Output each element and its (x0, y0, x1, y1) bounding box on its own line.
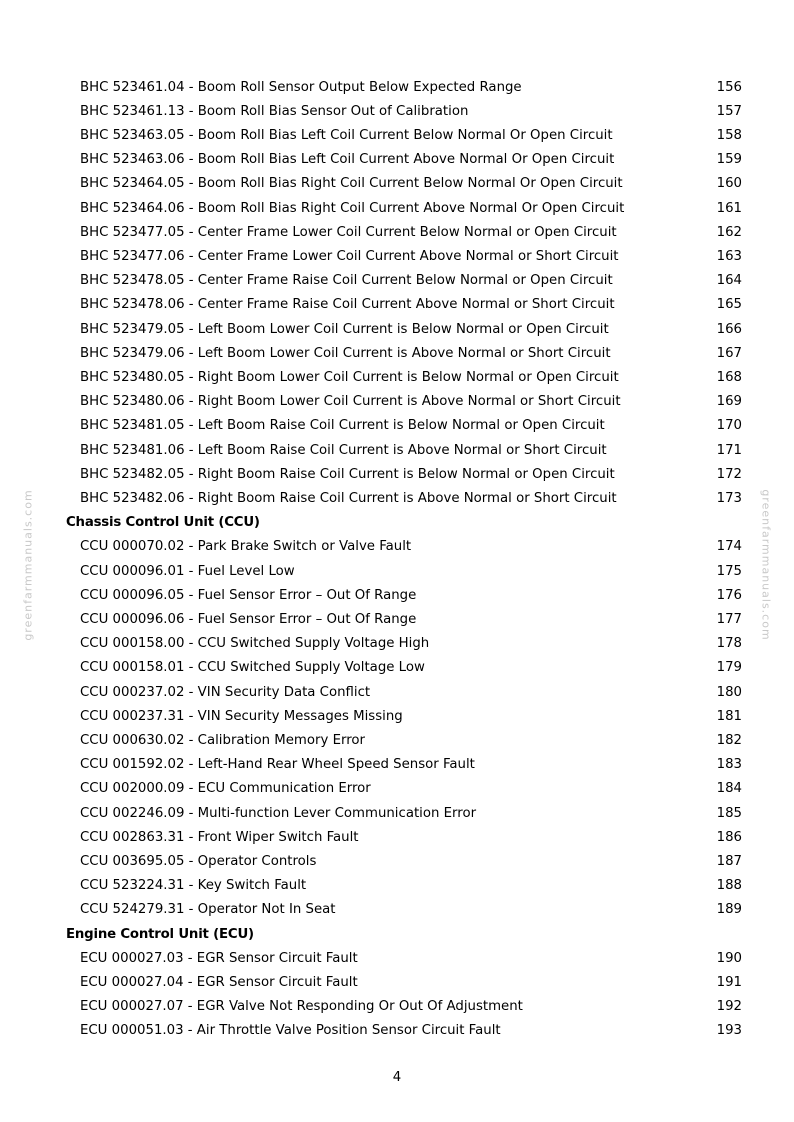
entry-title: CCU 000237.31 - VIN Security Messages Missing (80, 708, 403, 724)
entry-title: CCU 002000.09 - ECU Communication Error (80, 781, 371, 797)
entry-page-number: 168 (716, 369, 742, 385)
toc-entry[interactable] (0, 729, 794, 753)
entry-title: CCU 000096.01 - Fuel Level Low (80, 563, 295, 579)
entry-page-number: 191 (716, 974, 742, 990)
entry-page-number: 186 (716, 829, 742, 845)
toc-entry[interactable] (0, 826, 794, 850)
entry-page-number: 165 (716, 297, 742, 313)
toc-entry[interactable] (0, 777, 794, 801)
entry-page-number: 169 (716, 394, 742, 410)
entry-title: CCU 524279.31 - Operator Not In Seat (80, 902, 336, 918)
entry-title: BHC 523463.05 - Boom Roll Bias Left Coil Current Below Normal Or Open Circuit (80, 127, 613, 143)
section-title: Engine Control Unit (ECU) (66, 926, 254, 942)
entry-page-number: 183 (716, 757, 742, 773)
entry-page-number: 177 (716, 611, 742, 627)
entry-page-number: 185 (716, 805, 742, 821)
toc-entry[interactable] (0, 705, 794, 729)
entry-title: BHC 523481.05 - Left Boom Raise Coil Current is Below Normal or Open Circuit (80, 418, 605, 434)
entry-title: CCU 002863.31 - Front Wiper Switch Fault (80, 829, 359, 845)
toc-entry[interactable] (0, 414, 794, 438)
entry-title: CCU 000096.05 - Fuel Sensor Error – Out Of Range (80, 587, 417, 603)
entry-title: CCU 003695.05 - Operator Controls (80, 853, 317, 869)
entry-title: CCU 000158.00 - CCU Switched Supply Voltage High (80, 636, 430, 652)
entry-title: BHC 523461.13 - Boom Roll Bias Sensor Out of Calibration (80, 103, 469, 119)
entry-page-number: 166 (716, 321, 742, 337)
entry-page-number: 184 (716, 781, 742, 797)
toc-entry[interactable] (0, 148, 794, 172)
entry-title: BHC 523478.05 - Center Frame Raise Coil Current Below Normal or Open Circuit (80, 273, 613, 289)
entry-title: ECU 000027.03 - EGR Sensor Circuit Fault (80, 950, 358, 966)
entry-title: CCU 002246.09 - Multi-function Lever Communication Error (80, 805, 477, 821)
toc-entry[interactable] (0, 487, 794, 511)
toc-entry[interactable] (0, 366, 794, 390)
toc-entry[interactable] (0, 76, 794, 100)
toc-entry[interactable] (0, 535, 794, 559)
entry-title: BHC 523464.05 - Boom Roll Bias Right Coil Current Below Normal Or Open Circuit (80, 176, 623, 192)
entry-title: CCU 000096.06 - Fuel Sensor Error – Out Of Range (80, 611, 417, 627)
entry-page-number: 178 (716, 636, 742, 652)
toc-entry[interactable] (0, 172, 794, 196)
entry-page-number: 180 (716, 684, 742, 700)
entry-title: BHC 523463.06 - Boom Roll Bias Left Coil Current Above Normal Or Open Circuit (80, 152, 615, 168)
entry-title: BHC 523461.04 - Boom Roll Sensor Output Below Expected Range (80, 79, 522, 95)
entry-page-number: 157 (716, 103, 742, 119)
entry-title: CCU 001592.02 - Left-Hand Rear Wheel Speed Sensor Fault (80, 757, 475, 773)
entry-title: BHC 523479.06 - Left Boom Lower Coil Current is Above Normal or Short Circuit (80, 345, 611, 361)
entry-title: CCU 000158.01 - CCU Switched Supply Voltage Low (80, 660, 425, 676)
entry-page-number: 163 (716, 248, 742, 264)
entry-title: BHC 523482.06 - Right Boom Raise Coil Current is Above Normal or Short Circuit (80, 490, 617, 506)
toc-entry[interactable] (0, 753, 794, 777)
entry-page-number: 171 (716, 442, 742, 458)
entry-page-number: 162 (716, 224, 742, 240)
entry-title: ECU 000027.07 - EGR Valve Not Responding Or Out Of Adjustment (80, 999, 523, 1015)
entry-title: BHC 523481.06 - Left Boom Raise Coil Current is Above Normal or Short Circuit (80, 442, 607, 458)
toc-entry[interactable] (0, 124, 794, 148)
entry-page-number: 167 (716, 345, 742, 361)
toc-entry[interactable] (0, 560, 794, 584)
toc-entry[interactable] (0, 632, 794, 656)
entry-page-number: 170 (716, 418, 742, 434)
toc-entry[interactable] (0, 874, 794, 898)
entry-page-number: 172 (716, 466, 742, 482)
entry-title: ECU 000027.04 - EGR Sensor Circuit Fault (80, 974, 358, 990)
toc-entry[interactable] (0, 947, 794, 971)
page-number: 4 (392, 1070, 402, 1085)
toc-entry[interactable] (0, 1019, 794, 1043)
toc-entry[interactable] (0, 269, 794, 293)
toc-entry[interactable] (0, 245, 794, 269)
toc-entry[interactable] (0, 995, 794, 1019)
toc-entry[interactable] (0, 293, 794, 317)
section-title: Chassis Control Unit (CCU) (66, 515, 260, 531)
entry-page-number: 182 (716, 732, 742, 748)
toc-entry[interactable] (0, 802, 794, 826)
entry-page-number: 187 (716, 853, 742, 869)
entry-page-number: 161 (716, 200, 742, 216)
watermark-left: greenfarmmanuals.com (21, 489, 35, 641)
entry-page-number: 174 (716, 539, 742, 555)
toc-entry[interactable] (0, 221, 794, 245)
entry-page-number: 160 (716, 176, 742, 192)
toc-entry[interactable] (0, 439, 794, 463)
entry-title: BHC 523480.06 - Right Boom Lower Coil Current is Above Normal or Short Circuit (80, 394, 621, 410)
toc-entry[interactable] (0, 100, 794, 124)
toc-entry[interactable] (0, 681, 794, 705)
toc-entry[interactable] (0, 342, 794, 366)
entry-page-number: 176 (716, 587, 742, 603)
toc-entry[interactable] (0, 608, 794, 632)
entry-page-number: 188 (716, 878, 742, 894)
entry-page-number: 173 (716, 490, 742, 506)
entry-title: ECU 000051.03 - Air Throttle Valve Position Sensor Circuit Fault (80, 1023, 501, 1039)
entry-title: CCU 000630.02 - Calibration Memory Error (80, 732, 365, 748)
entry-page-number: 190 (716, 950, 742, 966)
entry-page-number: 164 (716, 273, 742, 289)
entry-page-number: 181 (716, 708, 742, 724)
entry-page-number: 159 (716, 152, 742, 168)
entry-title: CCU 000237.02 - VIN Security Data Conflict (80, 684, 371, 700)
toc-entry[interactable] (0, 850, 794, 874)
entry-title: BHC 523480.05 - Right Boom Lower Coil Current is Below Normal or Open Circuit (80, 369, 619, 385)
toc-entry[interactable] (0, 197, 794, 221)
entry-page-number: 158 (716, 127, 742, 143)
toc-section-heading (0, 923, 794, 947)
toc-section-heading (0, 511, 794, 535)
entry-title: BHC 523477.06 - Center Frame Lower Coil Current Above Normal or Short Circuit (80, 248, 619, 264)
toc-entry[interactable] (0, 318, 794, 342)
toc-entry[interactable] (0, 898, 794, 922)
entry-page-number: 189 (716, 902, 742, 918)
toc-entry[interactable] (0, 971, 794, 995)
entry-title: BHC 523477.05 - Center Frame Lower Coil Current Below Normal or Open Circuit (80, 224, 617, 240)
entry-page-number: 156 (716, 79, 742, 95)
entry-title: BHC 523479.05 - Left Boom Lower Coil Current is Below Normal or Open Circuit (80, 321, 609, 337)
entry-page-number: 193 (716, 1023, 742, 1039)
toc-entry[interactable] (0, 584, 794, 608)
toc-entry[interactable] (0, 463, 794, 487)
toc-entry[interactable] (0, 390, 794, 414)
entry-page-number: 175 (716, 563, 742, 579)
entry-page-number: 192 (716, 999, 742, 1015)
entry-title: CCU 523224.31 - Key Switch Fault (80, 878, 307, 894)
entry-page-number: 179 (716, 660, 742, 676)
entry-title: BHC 523478.06 - Center Frame Raise Coil Current Above Normal or Short Circuit (80, 297, 615, 313)
entry-title: CCU 000070.02 - Park Brake Switch or Valve Fault (80, 539, 412, 555)
watermark-right: greenfarmmanuals.com (759, 489, 773, 641)
entry-title: BHC 523482.05 - Right Boom Raise Coil Current is Below Normal or Open Circuit (80, 466, 615, 482)
entry-title: BHC 523464.06 - Boom Roll Bias Right Coil Current Above Normal Or Open Circuit (80, 200, 625, 216)
toc-entry[interactable] (0, 656, 794, 680)
